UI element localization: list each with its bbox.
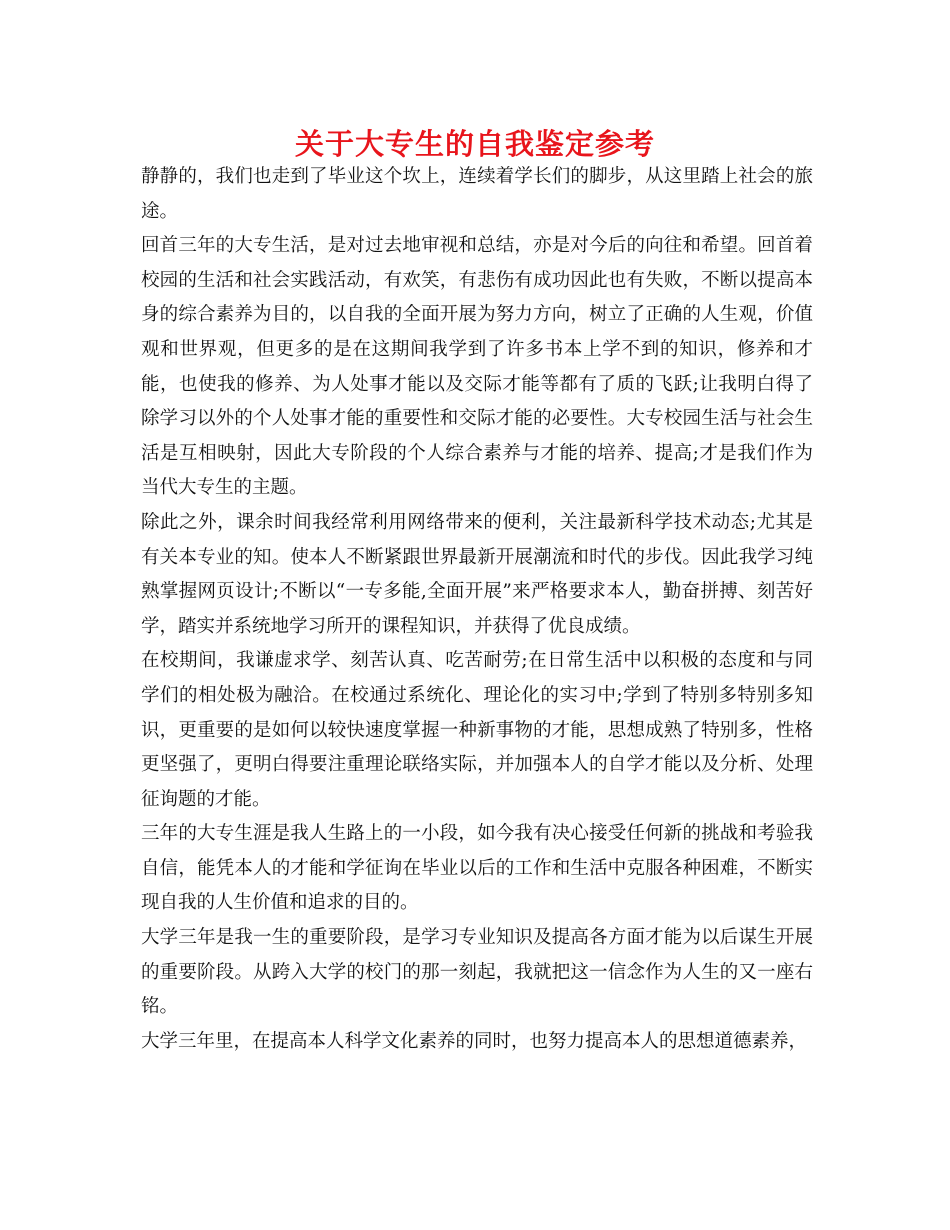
paragraph-3: 除此之外，课余时间我经常利用网络带来的便利，关注最新科学技术动态;尤其是有关本专业的知。使本人不断紧跟世界最新开展潮流和时代的步伐。因此我学习纯熟掌握网页设计;不断以“一专多能,全面开展”来严格要求本人，勤奋拼搏、刻苦好学，踏实并系统地学习所开的课程知识，并获得了优良成绩。 bbox=[141, 511, 813, 637]
paragraph-2: 回首三年的大专生活，是对过去地审视和总结，亦是对今后的向往和希望。回首着校园的生活和社会实践活动，有欢笑，有悲伤有成功因此也有失败，不断以提高本身的综合素养为目的，以自我的全面开展为努力方向，树立了正确的人生观，价值观和世界观，但更多的是在这期间我学到了许多书本上学不到的知识，修养和才能，也使我的修养、为人处事才能以及交际才能等都有了质的飞跃;让我明白得了除学习以外的个人处事才能的重要性和交际才能的必要性。大专校园生活与社会生活是互相映射，因此大专阶段的个人综合素养与才能的培养、提高;才是我们作为当代大专生的主题。 bbox=[141, 235, 813, 499]
paragraph-1: 静静的，我们也走到了毕业这个坎上，连续着学长们的脚步，从这里踏上社会的旅途。 bbox=[141, 166, 813, 222]
document-title: 关于大专生的自我鉴定参考 bbox=[294, 127, 655, 161]
paragraph-5: 三年的大专生涯是我人生路上的一小段，如今我有决心接受任何新的挑战和考验我自信，能凭本人的才能和学征询在毕业以后的工作和生活中克服各种困难，不断实现自我的人生价值和追求的目的。 bbox=[141, 823, 813, 914]
paragraph-4: 在校期间，我谦虚求学、刻苦认真、吃苦耐劳;在日常生活中以积极的态度和与同学们的相处极为融洽。在校通过系统化、理论化的实习中;学到了特别多特别多知识，更重要的是如何以较快速度掌握一种新事物的才能，思想成熟了特别多，性格更坚强了，更明白得要注重理论联络实际，并加强本人的自学才能以及分析、处理征询题的才能。 bbox=[141, 650, 813, 810]
paragraph-7: 大学三年里，在提高本人科学文化素养的同时，也努力提高本人的思想道德素养， bbox=[141, 1030, 808, 1052]
document-body bbox=[141, 160, 813, 1059]
paragraph-6: 大学三年是我一生的重要阶段，是学习专业知识及提高各方面才能为以后谋生开展的重要阶段。从跨入大学的校门的那一刻起，我就把这一信念作为人生的又一座右铭。 bbox=[141, 927, 813, 1018]
